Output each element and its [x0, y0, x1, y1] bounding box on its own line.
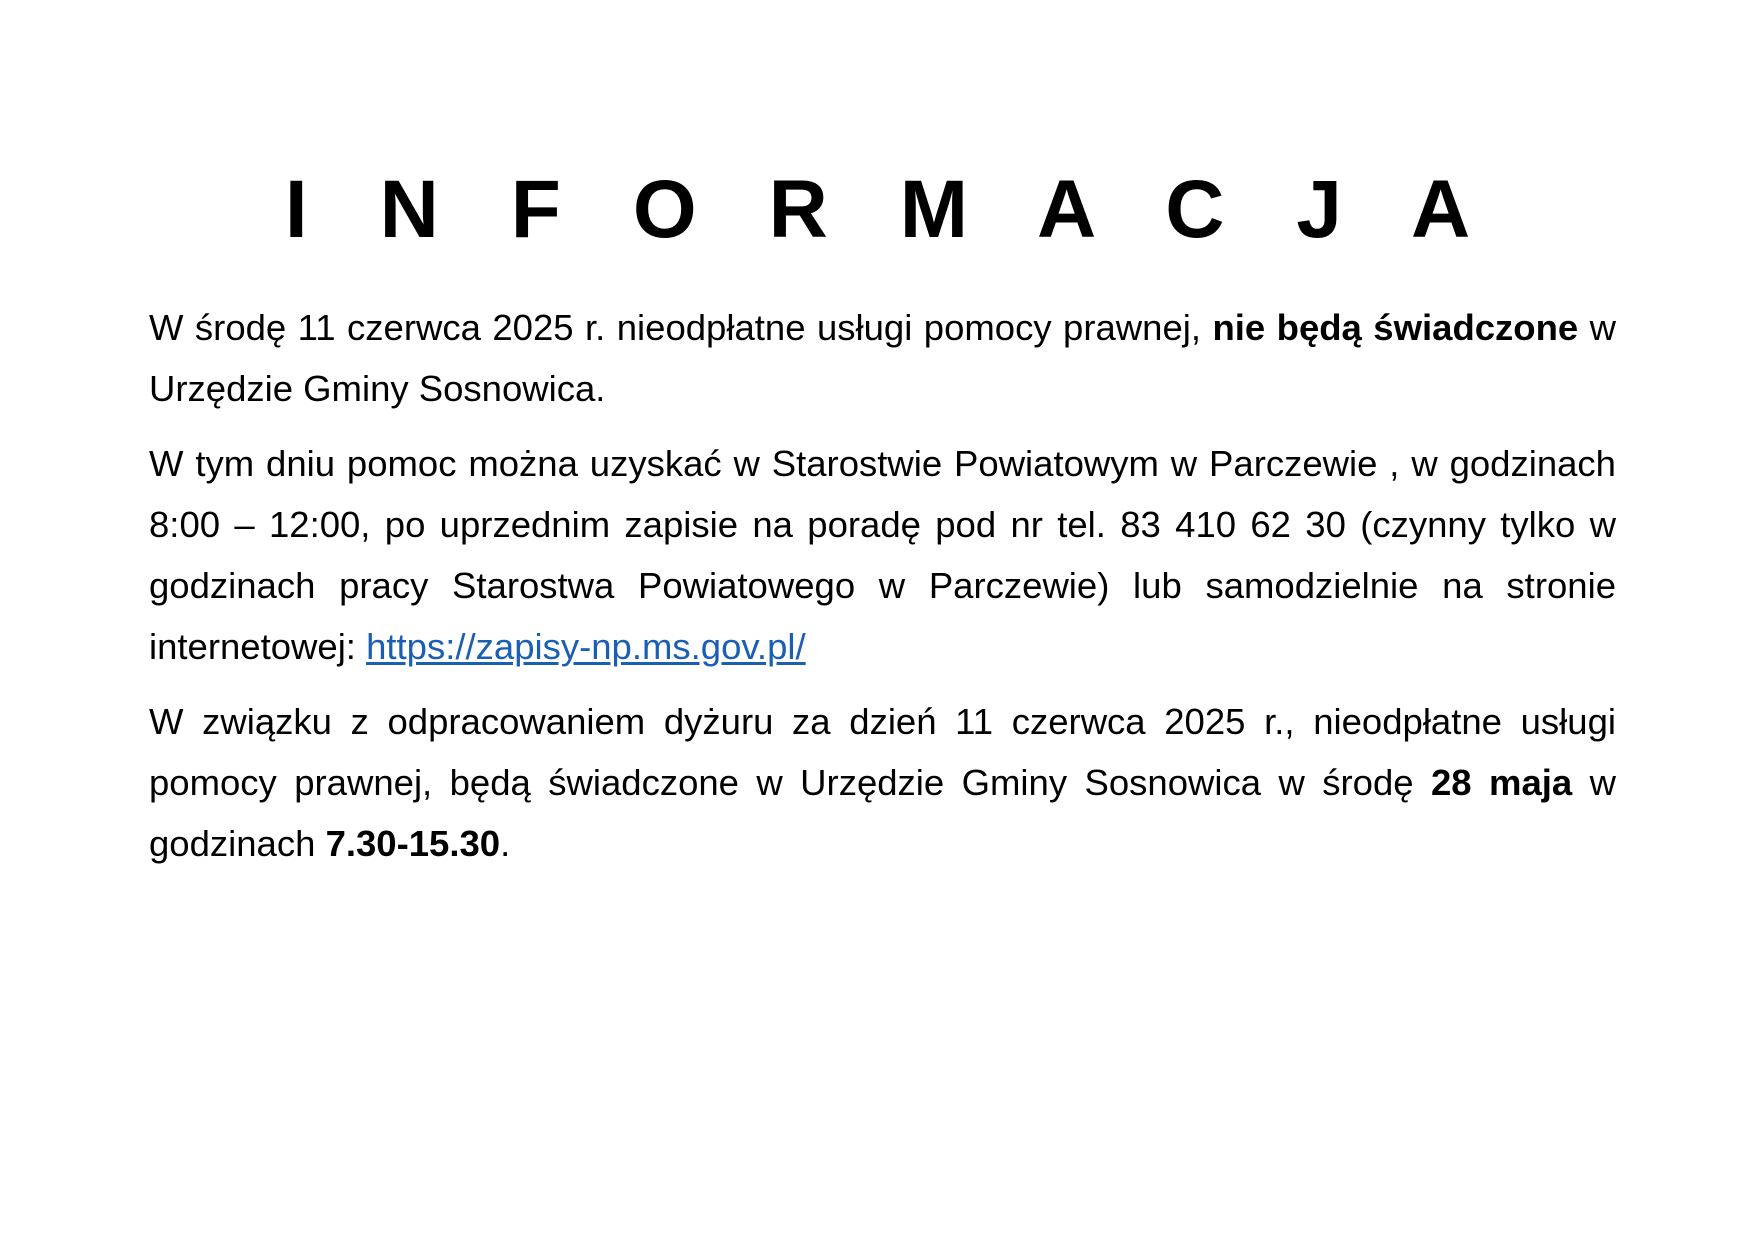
hours-text: 7.30-15.30	[325, 823, 501, 864]
paragraph-make-up-date	[149, 691, 1616, 874]
paragraph-text: w godzinach	[149, 762, 1617, 864]
paragraph-text: w Urzędzie Gminy Sosnowica.	[149, 307, 1617, 409]
paragraph-text: .	[500, 823, 511, 864]
date-text: 28 maja	[1430, 762, 1573, 803]
paragraph-closure-notice	[149, 297, 1616, 419]
emphasis-text: nie będą świadczone	[1212, 307, 1579, 348]
page-title: I N F O R M A C J A	[284, 164, 1495, 255]
registration-link[interactable]: https://zapisy-np.ms.gov.pl/	[366, 626, 806, 667]
paragraph-text: W związku z odpracowaniem dyżuru za dzień 11 czerwca 2025 r., nieodpłatne usługi pomocy prawnej, będą świadczone w Urzędzie Gminy Sosnowica w środę	[149, 701, 1616, 803]
paragraph-text: W tym dniu pomoc można uzyskać w Starostwie Powiatowym w Parczewie , w godzinach 8:00 – 12:00, po uprzednim zapisie na poradę pod nr tel. 83 410 62 30 (czynny tylko w godzinach pracy Starostwa Powiatowego w Parczewie) lub samodzielnie na stronie internetowej:	[149, 443, 1616, 667]
paragraph-text: W środę 11 czerwca 2025 r. nieodpłatne usługi pomocy prawnej,	[149, 307, 1213, 348]
paragraph-alternative-location	[149, 433, 1616, 677]
document-body	[149, 297, 1616, 888]
